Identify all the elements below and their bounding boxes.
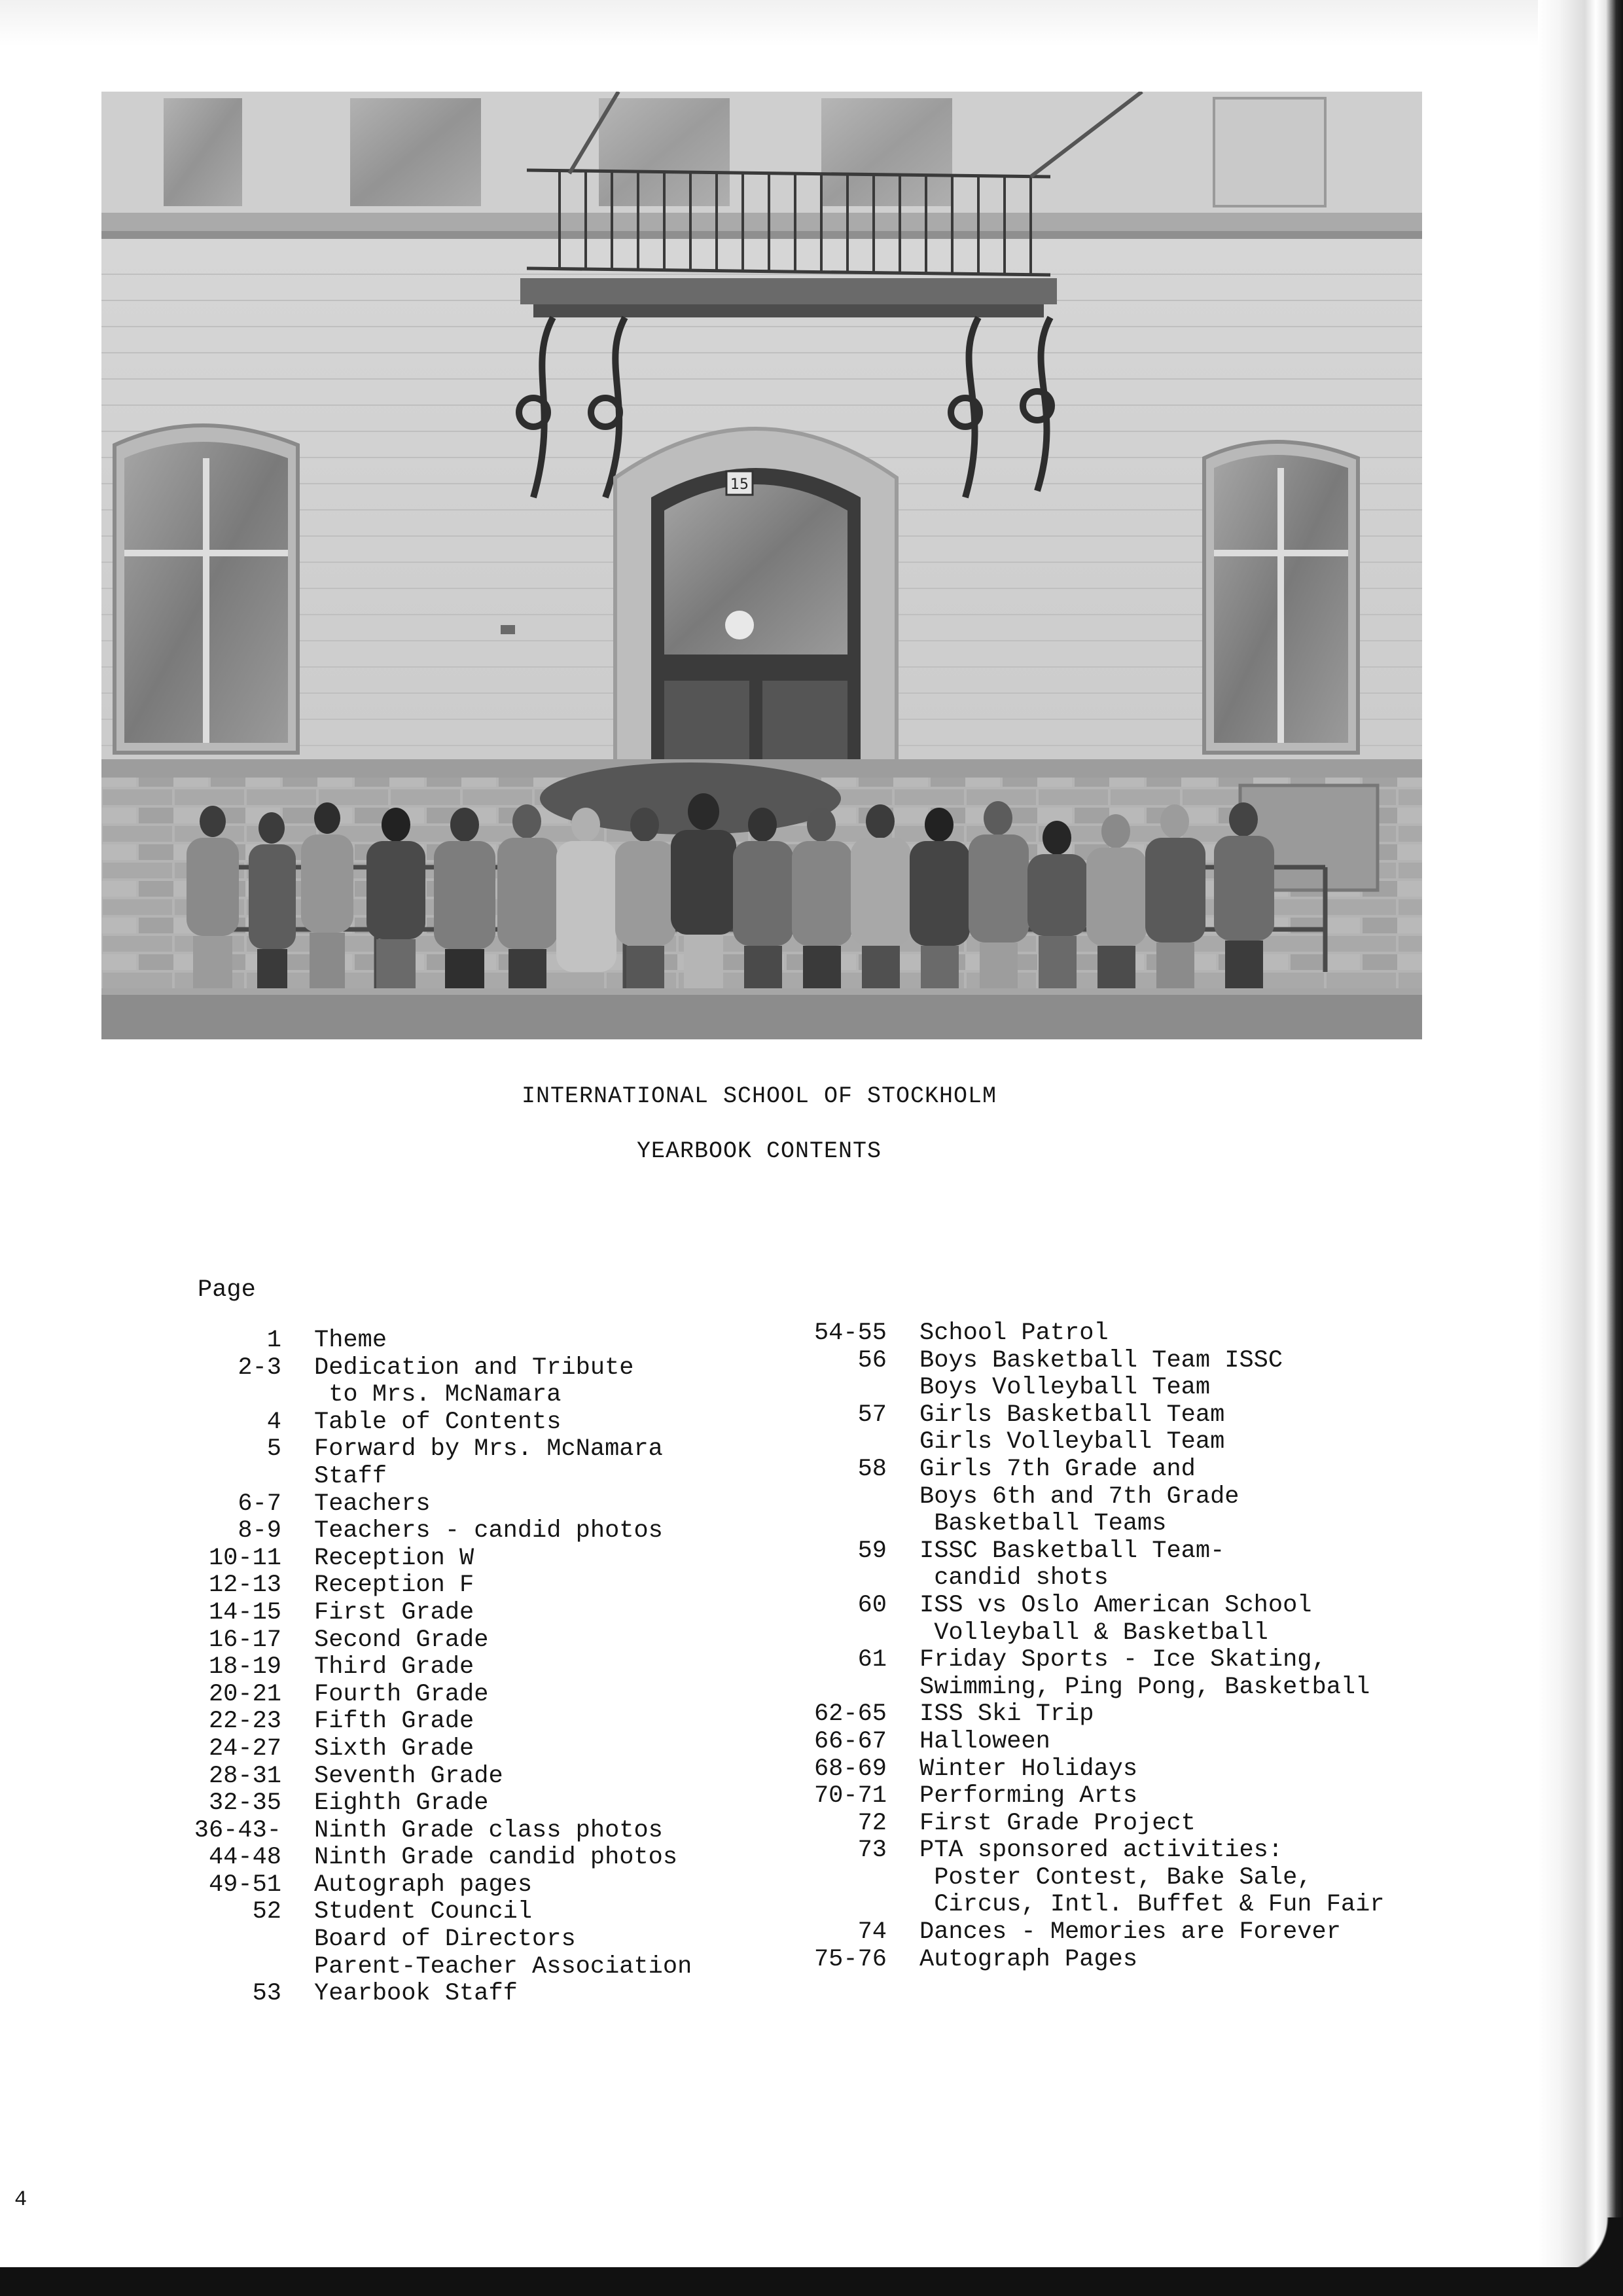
toc-page-number: 28-31 — [208, 1762, 281, 1790]
toc-page-number: 14-15 — [208, 1598, 281, 1626]
toc-entry — [190, 1327, 692, 1355]
toc-entry — [190, 1518, 692, 1545]
toc-title — [314, 1736, 474, 1763]
toc-title-line: Teachers - candid photos — [314, 1517, 663, 1545]
toc-title-line: Seventh Grade — [314, 1762, 503, 1790]
school-name-heading: INTERNATIONAL SCHOOL OF STOCKHOLM — [521, 1083, 997, 1109]
school-photo-illustration — [101, 92, 1422, 1039]
toc-entry — [795, 1946, 1385, 1974]
toc-title-line: Girls 7th Grade and — [919, 1455, 1196, 1483]
school-building-photo — [101, 92, 1422, 1039]
toc-entry — [795, 1538, 1385, 1592]
toc-title-line: Circus, Intl. Buffet & Fun Fair — [919, 1891, 1385, 1919]
toc-title-line: Forward by Mrs. McNamara — [314, 1435, 663, 1463]
toc-entry — [190, 1409, 692, 1437]
toc-page-number: 56 — [857, 1346, 887, 1374]
toc-entry — [190, 1790, 692, 1818]
toc-title-line: Eighth Grade — [314, 1789, 489, 1818]
toc-title — [314, 1409, 561, 1437]
toc-entry — [190, 1736, 692, 1763]
toc-page-number: 72 — [857, 1809, 887, 1837]
toc-page-number: 12-13 — [208, 1571, 281, 1600]
toc-page-number: 54-55 — [813, 1319, 887, 1347]
toc-title-line: First Grade Project — [919, 1809, 1196, 1837]
toc-page-number: 1 — [266, 1327, 281, 1354]
contents-list-right — [795, 1320, 1385, 1973]
toc-title — [314, 1681, 488, 1709]
toc-title — [314, 1818, 663, 1845]
toc-title — [919, 1320, 1109, 1348]
toc-page-number: 49-51 — [208, 1871, 281, 1899]
toc-title — [919, 1456, 1239, 1538]
toc-title — [314, 1518, 663, 1545]
toc-page-number: 68-69 — [813, 1755, 887, 1783]
toc-title — [919, 1783, 1137, 1810]
contents-heading: YEARBOOK CONTENTS — [636, 1138, 882, 1164]
toc-entry — [190, 1872, 692, 1899]
toc-title — [314, 1872, 532, 1899]
toc-entry — [190, 1681, 692, 1709]
toc-page-number: 66-67 — [813, 1727, 887, 1755]
toc-title-line: Swimming, Ping Pong, Basketball — [919, 1673, 1370, 1701]
toc-page-number: 36-43- — [194, 1816, 281, 1844]
toc-title-line: Dedication and Tribute — [314, 1354, 634, 1382]
toc-page-number: 32-35 — [208, 1789, 281, 1818]
toc-entry — [795, 1701, 1385, 1729]
toc-title — [314, 1981, 518, 2008]
toc-title-line: Staff — [314, 1462, 387, 1490]
page-number: 4 — [14, 2187, 27, 2212]
toc-entry — [190, 1545, 692, 1573]
toc-entry — [190, 1763, 692, 1791]
toc-title-line: Student Council — [314, 1898, 533, 1926]
toc-page-number: 5 — [266, 1435, 281, 1463]
toc-entry — [795, 1348, 1385, 1402]
toc-page-number: 2-3 — [238, 1354, 281, 1382]
toc-entry — [190, 1708, 692, 1736]
toc-entry — [190, 1844, 692, 1872]
toc-title-line: Volleyball & Basketball — [919, 1619, 1268, 1647]
toc-title-line: Ninth Grade class photos — [314, 1816, 663, 1844]
scan-bottom-edge — [0, 2267, 1623, 2296]
toc-page-number: 53 — [252, 1980, 281, 2008]
toc-entry — [795, 1647, 1385, 1701]
toc-page-number: 60 — [857, 1591, 887, 1619]
toc-title — [314, 1899, 692, 1981]
toc-entry — [190, 1627, 692, 1655]
toc-title-line: Winter Holidays — [919, 1755, 1138, 1783]
toc-entry — [190, 1600, 692, 1627]
toc-entry — [795, 1919, 1385, 1946]
toc-title-line: School Patrol — [919, 1319, 1109, 1347]
toc-page-number: 74 — [857, 1918, 887, 1946]
toc-title-line: Teachers — [314, 1490, 431, 1518]
toc-title-line: Dances - Memories are Forever — [919, 1918, 1341, 1946]
toc-entry — [795, 1783, 1385, 1810]
toc-title-line: Fifth Grade — [314, 1708, 474, 1736]
toc-title — [919, 1701, 1094, 1729]
toc-title — [919, 1592, 1312, 1647]
toc-title-line: Boys Basketball Team ISSC — [919, 1346, 1283, 1374]
toc-title-line: Yearbook Staff — [314, 1980, 518, 2008]
toc-title-line: ISS vs Oslo American School — [919, 1591, 1312, 1619]
toc-title-line: Autograph pages — [314, 1871, 533, 1899]
toc-title — [919, 1810, 1196, 1838]
toc-page-number: 20-21 — [208, 1680, 281, 1708]
toc-entry — [795, 1592, 1385, 1647]
toc-title-line: Boys Volleyball Team — [919, 1374, 1211, 1402]
toc-title-line: to Mrs. McNamara — [314, 1381, 562, 1409]
toc-title-line: Ninth Grade candid photos — [314, 1844, 678, 1872]
toc-page-number: 52 — [252, 1898, 281, 1926]
toc-title-line: PTA sponsored activities: — [919, 1837, 1283, 1865]
toc-entry — [795, 1402, 1385, 1456]
toc-title — [314, 1763, 503, 1791]
toc-page-number: 18-19 — [208, 1653, 281, 1681]
toc-entry — [795, 1320, 1385, 1348]
toc-title-line: Second Grade — [314, 1626, 489, 1654]
toc-title-line: Performing Arts — [919, 1782, 1138, 1810]
toc-page-number: 10-11 — [208, 1544, 281, 1572]
toc-title-line: Basketball Teams — [919, 1510, 1167, 1538]
toc-title-line: First Grade — [314, 1598, 474, 1626]
toc-title — [919, 1729, 1050, 1756]
toc-title-line: Parent-Teacher Association — [314, 1952, 692, 1981]
toc-entry — [190, 1818, 692, 1845]
toc-entry — [190, 1491, 692, 1518]
toc-title-line: Boys 6th and 7th Grade — [919, 1482, 1240, 1511]
toc-entry — [795, 1837, 1385, 1919]
toc-title-line: Fourth Grade — [314, 1680, 489, 1708]
toc-page-number: 4 — [266, 1408, 281, 1436]
toc-entry — [795, 1756, 1385, 1784]
toc-entry — [795, 1810, 1385, 1838]
toc-title-line: Board of Directors — [314, 1926, 576, 1954]
toc-title — [314, 1844, 677, 1872]
toc-title — [919, 1919, 1341, 1946]
toc-page-number: 44-48 — [208, 1844, 281, 1872]
toc-title-line: Theme — [314, 1327, 387, 1354]
toc-title-line: Reception F — [314, 1571, 474, 1600]
toc-entry — [795, 1456, 1385, 1538]
toc-entry — [190, 1436, 692, 1490]
toc-title — [314, 1627, 488, 1655]
door-number: 15 — [730, 476, 749, 493]
toc-title — [314, 1545, 474, 1573]
toc-page-number: 58 — [857, 1455, 887, 1483]
toc-title — [919, 1756, 1137, 1784]
toc-page-number: 75-76 — [813, 1945, 887, 1973]
toc-title-line: Girls Basketball Team — [919, 1401, 1225, 1429]
toc-title-line: Third Grade — [314, 1653, 474, 1681]
toc-title — [919, 1837, 1385, 1919]
contents-list-left — [190, 1327, 692, 2008]
page-top-shadow — [0, 0, 1623, 46]
toc-entry — [190, 1572, 692, 1600]
toc-title-line: Table of Contents — [314, 1408, 562, 1436]
toc-entry — [190, 1355, 692, 1409]
toc-page-number: 62-65 — [813, 1700, 887, 1729]
toc-title — [919, 1647, 1370, 1701]
toc-title-line: ISS Ski Trip — [919, 1700, 1094, 1729]
toc-page-number: 24-27 — [208, 1734, 281, 1763]
toc-page-number: 73 — [857, 1837, 887, 1865]
toc-title — [314, 1355, 633, 1409]
toc-title — [314, 1436, 663, 1490]
toc-title — [314, 1790, 488, 1818]
toc-title-line: candid shots — [919, 1564, 1109, 1592]
toc-entry — [190, 1654, 692, 1681]
toc-title — [314, 1708, 474, 1736]
toc-entry — [190, 1899, 692, 1981]
toc-title — [314, 1654, 474, 1681]
toc-title — [314, 1572, 474, 1600]
toc-title — [919, 1946, 1137, 1974]
toc-title-line: Poster Contest, Bake Sale, — [919, 1863, 1312, 1892]
toc-title — [314, 1327, 387, 1355]
toc-title-line: Reception W — [314, 1544, 474, 1572]
toc-entry — [190, 1981, 692, 2008]
toc-page-number: 70-71 — [813, 1782, 887, 1810]
toc-entry — [795, 1729, 1385, 1756]
toc-page-number: 6-7 — [238, 1490, 281, 1518]
toc-page-number: 16-17 — [208, 1626, 281, 1654]
toc-title-line: Halloween — [919, 1727, 1050, 1755]
toc-page-number: 22-23 — [208, 1708, 281, 1736]
toc-title — [919, 1402, 1224, 1456]
toc-title-line: Sixth Grade — [314, 1734, 474, 1763]
toc-title-line: Girls Volleyball Team — [919, 1428, 1225, 1456]
toc-title — [919, 1538, 1224, 1592]
toc-page-number: 59 — [857, 1537, 887, 1565]
toc-title-line: Friday Sports - Ice Skating, — [919, 1646, 1327, 1674]
toc-title — [919, 1348, 1283, 1402]
toc-page-number: 8-9 — [238, 1517, 281, 1545]
toc-title-line: Autograph Pages — [919, 1945, 1138, 1973]
toc-title-line: ISSC Basketball Team- — [919, 1537, 1225, 1565]
toc-title — [314, 1491, 431, 1518]
page-binding-edge — [1538, 0, 1623, 2296]
toc-title — [314, 1600, 474, 1627]
toc-page-number: 61 — [857, 1646, 887, 1674]
page-corner-curl — [1551, 2217, 1623, 2276]
toc-page-number: 57 — [857, 1401, 887, 1429]
page-column-label: Page — [198, 1276, 256, 1304]
